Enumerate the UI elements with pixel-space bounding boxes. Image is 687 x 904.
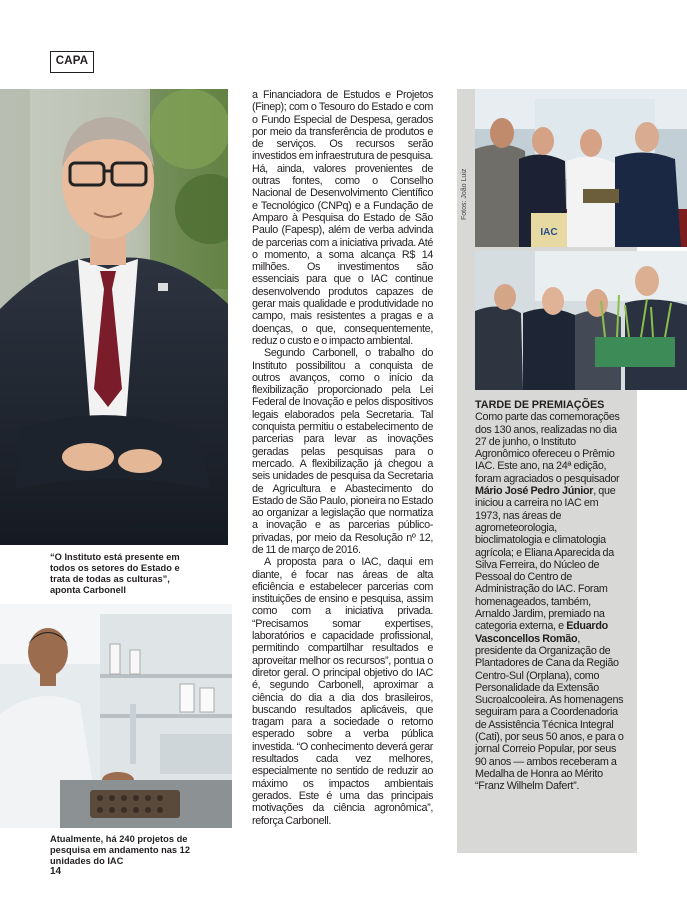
honoree-name-1: Mário José Pedro Júnior <box>475 485 594 498</box>
section-tag: CAPA <box>50 51 94 73</box>
lab-caption: Atualmente, há 240 projetos de pesquisa em andamento nas 12 unidades do IAC <box>50 834 191 866</box>
photo-credit: Fotos: João Luiz <box>461 168 468 220</box>
lab-photo <box>0 604 232 828</box>
award-photo-2 <box>475 251 687 390</box>
sidebar-body <box>475 411 625 792</box>
sidebar-text-1: Como parte das comemorações dos 130 anos, realizadas no dia 27 de junho, o Instituto Agronômico ofereceu o Prêmio IAC. Este ano, na 24ª edição, foram agraciados o pesquisador <box>475 411 620 485</box>
award-sign: IAC <box>540 227 558 238</box>
sidebar-text <box>475 399 625 793</box>
article-paragraph: Segundo Carbonell, o trabalho do Instituto possibilitou a conquista de outros avanços, como o início da flexibilização proporcionado pela Lei Federal de Inovação e pelos dispositivos legais elaborados pela Secretaria. Tal conquista permitiu o estabelecimento de parcerias para levar as inovações geradas pelas pesquisas para o mercado. A flexibilização já chegou a seis unidades de pesquisa da Secretaria de Agricultura e Abastecimento do Estado de São Paulo, pioneira no Estado ao organizar a legislação que normatiza a inovação e as parcerias público-privadas, por meio da Resolução nº 12, de 11 de março de 2016. <box>252 347 433 556</box>
award-photo-1 <box>475 89 687 247</box>
sidebar-text-3: , presidente da Organização de Plantadores de Cana da Região Centro-Sul (Orplana), como Personalidade da Extensão Sucroalcooleira. As homenagens seguiram para a Coordenadoria de Assistência Técnica Integral (Cati), por seus 50 anos, e para o jornal Correio Popular, por seus 90 anos — ambos receberam a Medalha de Honra ao Mérito “Franz Wilhelm Dafert”. <box>475 632 624 793</box>
page-number: 14 <box>50 866 62 877</box>
article-paragraph: A proposta para o IAC, daqui em diante, é focar nas áreas de alta eficiência e estabelecer parcerias com instituições de ensino e pesquisa, assim como com a iniciativa privada. “Precisamos somar expertises, laboratórios e capacidade profissional, permitindo compartilhar resultados e aproveitar melhor os recursos”, pontua o diretor geral. O principal objetivo do IAC é, segundo Carbonell, aproximar a ciência do dia a dia dos brasileiros, buscando resultados aplicáveis, que tragam para a sociedade o retorno esperado sobre a verba pública investida. “O conhecimento deverá gerar resultados cada vez melhores, especialmente no sentido de reduzir ao máximo os impactos ambientais gerados. Este é uma das principais motivações da ciência agronômica”, reforça Carbonell. <box>252 556 433 827</box>
honoree-name-2: Eduardo Vasconcellos Romão <box>475 620 608 645</box>
portrait-caption: “O Instituto está presente em todos os setores do Estado e trata de todas as culturas”, aponta Carbonell <box>50 552 180 595</box>
article-paragraph: a Financiadora de Estudos e Projetos (Finep); com o Tesouro do Estado e com o Fundo Especial de Despesa, gerados por meio da transferência de produtos e de serviços. Os recursos serão investidos em infraestrutura de pesquisa. Há, ainda, valores provenientes de outras fontes, como o Conselho Nacional de Desenvolvimento Científico e Tecnológico (CNPq) e a Fundação de Amparo à Pesquisa do Estado de São Paulo (Fapesp), além de verba advinda de parcerias com a iniciativa privada. Até o momento, a soma alcança R$ 14 milhões. Os investimentos são essenciais para que o IAC continue desenvolvendo produtos capazes de gerar mais qualidade e produtividade no campo, mais resistentes a pragas e a doenças, o que, consequentemente, reduz o custo e o impacto ambiental. <box>252 89 433 347</box>
portrait-photo <box>0 89 228 545</box>
article-body <box>252 89 433 827</box>
photo-credit-wrap <box>461 162 471 222</box>
sidebar-title: TARDE DE PREMIAÇÕES <box>475 399 605 411</box>
sidebar-text-2: , que iniciou a carreira no IAC em 1973, nas áreas de agrometeorologia, bioclimatologia e climatologia agrícola; e Eliana Aparecida da Silva Ferreira, do Núcleo de Pessoal do Centro de Administração do IAC. Foram homenageados, também, Arnaldo Jardim, premiado na categoria externa, e <box>475 485 616 633</box>
